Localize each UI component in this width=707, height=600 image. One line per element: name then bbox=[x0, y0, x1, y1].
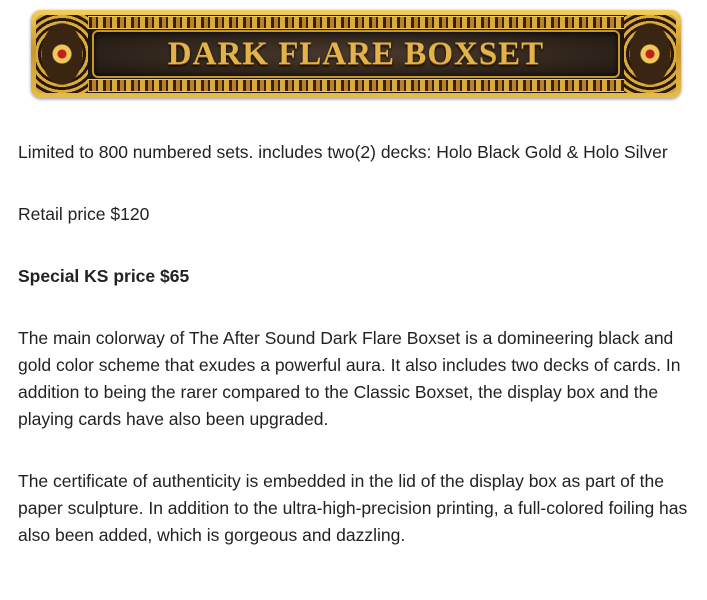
ornament-right-icon bbox=[624, 15, 676, 93]
title-banner bbox=[31, 10, 681, 98]
special-price: Special KS price $65 bbox=[18, 266, 190, 286]
ornament-band-top bbox=[84, 16, 628, 29]
ornament-left-icon bbox=[36, 15, 88, 93]
limited-paragraph: Limited to 800 numbered sets. includes two(2) decks: Holo Black Gold & Holo Silver bbox=[18, 142, 668, 162]
banner-title: DARK FLARE BOXSET bbox=[167, 35, 545, 72]
certificate-paragraph: The certificate of authenticity is embedded in the lid of the display box as part of the paper sculpture. In addition to the ultra-high-precision printing, a full-colored foiling has also been added, which is gorgeous and dazzling. bbox=[18, 471, 688, 545]
ornament-band-bottom bbox=[84, 79, 628, 92]
title-plaque bbox=[92, 30, 620, 78]
colorway-paragraph: The main colorway of The After Sound Dark Flare Boxset is a domineering black and gold color scheme that exudes a powerful aura. It also includes two decks of cards. In addition to being the rarer compared to the Classic Boxset, the display box and the playing cards have also been upgraded. bbox=[18, 328, 681, 429]
banner-frame bbox=[36, 15, 676, 93]
retail-price: Retail price $120 bbox=[18, 204, 150, 224]
description bbox=[18, 139, 696, 584]
